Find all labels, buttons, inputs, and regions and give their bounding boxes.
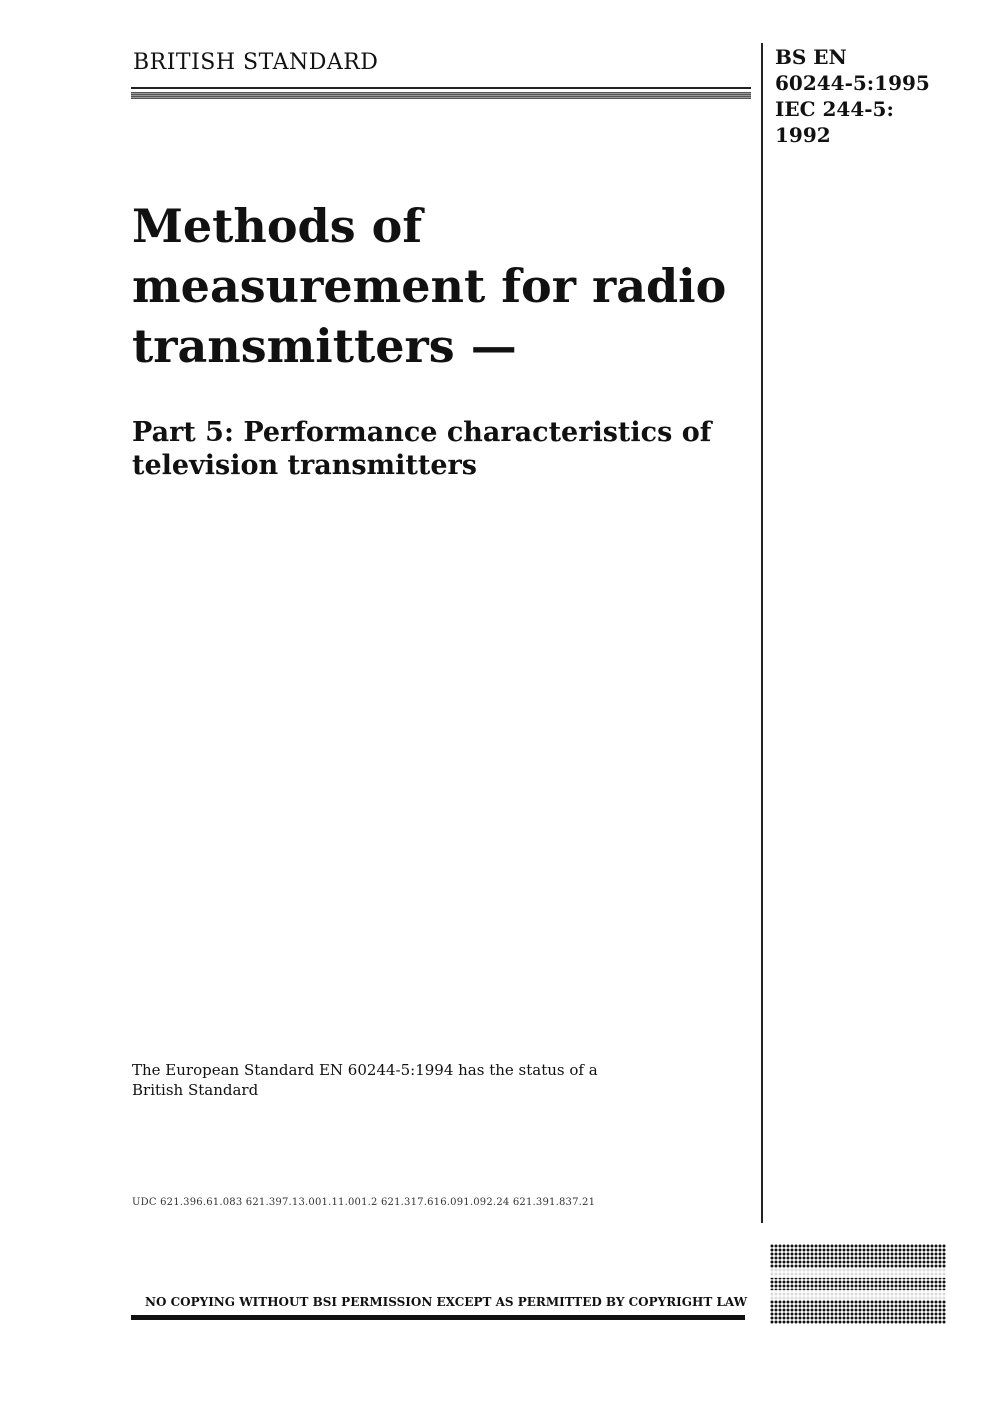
title-line: Methods of — [132, 199, 423, 253]
document-subtitle — [132, 416, 752, 482]
subtitle-line: television transmitters — [132, 450, 477, 481]
status-statement — [132, 1060, 598, 1100]
identifier-line: 60244-5:1995 — [775, 71, 930, 95]
identifier-line: 1992 — [775, 123, 831, 147]
footer-rule — [131, 1315, 745, 1320]
title-line: transmitters — — [132, 319, 517, 373]
title-line: measurement for radio — [132, 259, 727, 313]
identifier-line: IEC 244-5: — [775, 97, 894, 121]
document-title — [132, 196, 752, 376]
header-rule-thick — [131, 92, 751, 99]
standard-identifiers — [775, 44, 930, 148]
copyright-notice: NO COPYING WITHOUT BSI PERMISSION EXCEPT AS PERMITTED BY COPYRIGHT LAW — [145, 1295, 748, 1309]
subtitle-line: Part 5: Performance characteristics of — [132, 417, 712, 448]
identifier-line: BS EN — [775, 45, 847, 69]
vertical-divider — [761, 43, 763, 1223]
status-line: British Standard — [132, 1081, 259, 1099]
header-rule-thin — [131, 87, 751, 89]
udc-classification: UDC 621.396.61.083 621.397.13.001.11.001.2 621.317.616.091.092.24 621.391.837.21 — [132, 1197, 596, 1208]
status-line: The European Standard EN 60244-5:1994 has the status of a — [132, 1061, 598, 1079]
series-label: BRITISH STANDARD — [133, 50, 379, 75]
bsi-logo-icon — [770, 1244, 946, 1324]
